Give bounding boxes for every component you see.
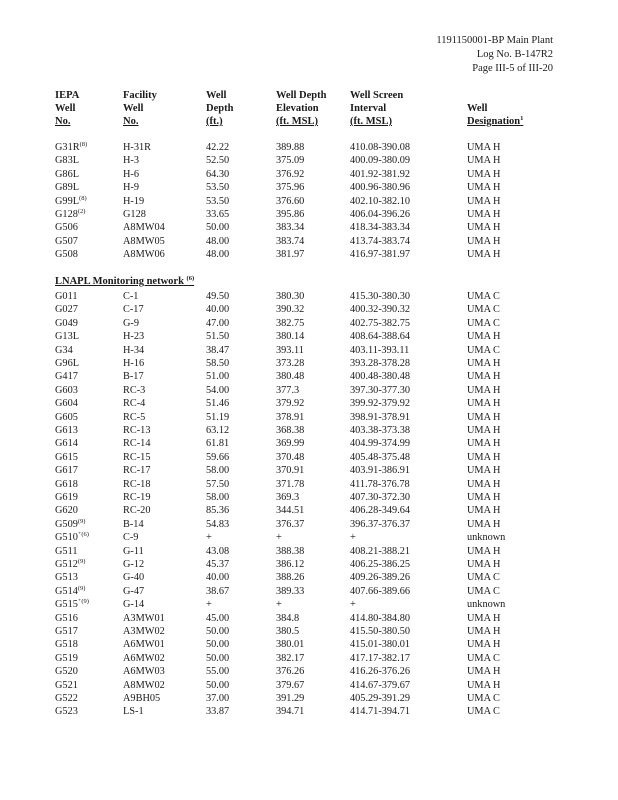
cell-depth: 43.08 — [206, 545, 230, 557]
cell-desig: UMA H — [467, 451, 501, 463]
cell-depth: 45.37 — [206, 559, 230, 570]
table-row — [0, 478, 618, 491]
cell-screen: 415.30-380.30 — [350, 291, 411, 302]
table-row — [0, 290, 618, 303]
cell-facility: H-16 — [123, 358, 145, 369]
cell-elev: 380.5 — [276, 626, 300, 637]
cell-iepa: G96L — [55, 358, 80, 369]
cell-depth: 50.00 — [206, 652, 230, 664]
cell-facility: C-1 — [123, 291, 139, 302]
cell-facility: H-9 — [123, 182, 140, 194]
project-number: 1191150001-BP Main Plant — [436, 35, 553, 46]
cell-screen: 408.64-388.64 — [350, 331, 411, 343]
cell-desig: UMA H — [467, 209, 501, 220]
cell-facility: A8MW05 — [123, 235, 165, 247]
page-number: Page III-5 of III-20 — [472, 63, 553, 74]
table-row — [0, 625, 618, 638]
document-header — [436, 34, 553, 76]
cell-iepa: G417 — [55, 371, 78, 383]
col-header-elevation: Well Depth Elevation (ft. MSL) — [276, 90, 327, 127]
cell-depth: 45.00 — [206, 612, 230, 624]
cell-elev: 376.37 — [276, 518, 305, 530]
cell-elev: 394.71 — [276, 706, 305, 718]
cell-facility: C-17 — [123, 304, 144, 316]
cell-screen: 416.97-381.97 — [350, 249, 411, 261]
cell-iepa: G516 — [55, 612, 78, 624]
cell-facility: LS-1 — [123, 706, 144, 718]
cell-iepa: G89L — [55, 182, 80, 194]
cell-elev: 383.34 — [276, 222, 305, 234]
cell-depth: + — [206, 532, 212, 544]
cell-iepa: G507 — [55, 235, 78, 247]
cell-desig: UMA H — [467, 626, 501, 637]
cell-iepa: G523 — [55, 706, 78, 718]
cell-desig: UMA H — [467, 465, 501, 477]
cell-desig: UMA H — [467, 505, 501, 517]
cell-iepa: G603 — [55, 384, 78, 396]
table-row — [0, 370, 618, 383]
cell-depth: 54.00 — [206, 384, 230, 396]
cell-screen: 407.66-389.66 — [350, 585, 411, 597]
cell-depth: 54.83 — [206, 518, 230, 530]
table-row — [0, 598, 618, 611]
table-row — [0, 437, 618, 450]
cell-desig: UMA H — [467, 545, 501, 557]
cell-screen: + — [350, 599, 356, 611]
cell-iepa: $G99L^{(8)}$ — [55, 194, 87, 207]
cell-facility: RC-13 — [123, 425, 151, 436]
table-row — [0, 638, 618, 651]
table-row — [0, 558, 618, 571]
table-row — [0, 384, 618, 397]
cell-screen: 403.38-373.38 — [350, 425, 411, 436]
cell-elev: 389.33 — [276, 585, 305, 597]
cell-desig: UMA H — [467, 666, 501, 678]
cell-elev: 380.48 — [276, 371, 305, 383]
table-row — [0, 531, 618, 544]
cell-desig: UMA C — [467, 706, 500, 718]
cell-facility: RC-5 — [123, 411, 146, 423]
cell-elev: 381.97 — [276, 249, 305, 261]
cell-iepa: G519 — [55, 652, 78, 664]
cell-iepa: G618 — [55, 478, 78, 490]
cell-desig: UMA C — [467, 304, 500, 316]
cell-desig: UMA H — [467, 411, 501, 423]
cell-desig: UMA H — [467, 492, 501, 503]
cell-iepa: G517 — [55, 626, 78, 637]
cell-elev: 378.91 — [276, 411, 305, 423]
cell-iepa: G615 — [55, 451, 78, 463]
table-row — [0, 181, 618, 194]
cell-screen: 411.78-376.78 — [350, 478, 410, 490]
cell-elev: 388.26 — [276, 572, 305, 584]
cell-desig: UMA C — [467, 585, 500, 597]
cell-screen: 410.08-390.08 — [350, 142, 411, 153]
table-row — [0, 705, 618, 718]
table-row — [0, 195, 618, 208]
cell-depth: 53.50 — [206, 182, 230, 194]
cell-elev: 379.92 — [276, 398, 305, 410]
cell-desig: UMA H — [467, 384, 501, 396]
cell-facility: G-12 — [123, 559, 145, 570]
cell-iepa: G604 — [55, 398, 78, 410]
cell-facility: H-34 — [123, 344, 145, 356]
cell-screen: 414.71-394.71 — [350, 706, 411, 718]
cell-depth: 59.66 — [206, 451, 230, 463]
cell-screen: + — [350, 532, 356, 544]
cell-iepa: G13L — [55, 331, 80, 343]
cell-depth: 48.00 — [206, 235, 230, 247]
cell-facility: G-47 — [123, 585, 145, 597]
cell-screen: 415.50-380.50 — [350, 626, 411, 637]
cell-facility: B-17 — [123, 371, 144, 383]
table-row — [0, 235, 618, 248]
cell-iepa: G614 — [55, 438, 78, 450]
cell-screen: 404.99-374.99 — [350, 438, 411, 450]
cell-facility: RC-3 — [123, 384, 146, 396]
table-row — [0, 571, 618, 584]
cell-desig: UMA C — [467, 572, 500, 584]
cell-iepa: $G515^{^+(9)}$ — [55, 598, 89, 611]
cell-iepa: G34 — [55, 344, 73, 356]
cell-depth: 51.19 — [206, 411, 230, 423]
cell-elev: 368.38 — [276, 425, 305, 436]
cell-facility: RC-19 — [123, 492, 151, 503]
table-row — [0, 692, 618, 705]
cell-screen: 408.21-388.21 — [350, 545, 411, 557]
cell-elev: 380.14 — [276, 331, 305, 343]
cell-depth: 42.22 — [206, 142, 230, 153]
cell-elev: 373.28 — [276, 358, 305, 369]
cell-screen: 413.74-383.74 — [350, 235, 411, 247]
cell-elev: 377.3 — [276, 384, 300, 396]
cell-screen: 396.37-376.37 — [350, 518, 411, 530]
cell-screen: 400.48-380.48 — [350, 371, 411, 383]
cell-desig: UMA C — [467, 693, 500, 704]
cell-screen: 398.91-378.91 — [350, 411, 411, 423]
table-row — [0, 411, 618, 424]
cell-iepa: G520 — [55, 666, 78, 678]
table-row — [0, 652, 618, 665]
table-row — [0, 612, 618, 625]
cell-facility: A8MW04 — [123, 222, 165, 234]
table-row — [0, 303, 618, 316]
cell-elev: 380.01 — [276, 639, 305, 651]
cell-elev: 369.99 — [276, 438, 305, 450]
cell-elev: 379.67 — [276, 679, 305, 691]
cell-facility: RC-18 — [123, 478, 151, 490]
cell-desig: UMA H — [467, 358, 501, 369]
cell-elev: 371.78 — [276, 478, 305, 490]
cell-screen: 407.30-372.30 — [350, 492, 411, 503]
cell-elev: 370.48 — [276, 451, 305, 463]
cell-iepa: G518 — [55, 639, 78, 651]
cell-desig: unknown — [467, 532, 506, 544]
cell-screen: 415.01-380.01 — [350, 639, 411, 651]
cell-depth: + — [206, 599, 212, 611]
table-row — [0, 168, 618, 181]
cell-screen: 405.48-375.48 — [350, 451, 411, 463]
cell-iepa: G83L — [55, 155, 80, 167]
cell-elev: 375.09 — [276, 155, 305, 167]
cell-depth: 37.00 — [206, 693, 230, 704]
cell-desig: UMA H — [467, 142, 501, 153]
cell-depth: 64.30 — [206, 168, 230, 180]
col-header-screen: Well Screen Interval (ft. MSL) — [350, 90, 404, 127]
cell-elev: 344.51 — [276, 505, 305, 517]
cell-iepa: G605 — [55, 411, 78, 423]
table-row — [0, 518, 618, 531]
cell-screen: 403.91-386.91 — [350, 465, 411, 477]
cell-iepa: G617 — [55, 465, 78, 477]
cell-screen: 418.34-383.34 — [350, 222, 411, 234]
table-row — [0, 317, 618, 330]
cell-screen: 402.10-382.10 — [350, 195, 411, 207]
cell-facility: RC-14 — [123, 438, 151, 450]
cell-facility: B-14 — [123, 518, 144, 530]
cell-elev: 376.60 — [276, 195, 305, 207]
cell-facility: C-9 — [123, 532, 139, 544]
cell-facility: A6MW03 — [123, 666, 165, 678]
cell-depth: 50.00 — [206, 639, 230, 651]
cell-facility: H-19 — [123, 195, 145, 207]
table-row — [0, 208, 618, 221]
cell-desig: UMA H — [467, 155, 501, 167]
cell-screen: 397.30-377.30 — [350, 384, 411, 396]
table-row — [0, 248, 618, 261]
cell-facility: H-3 — [123, 155, 140, 167]
cell-desig: UMA C — [467, 344, 500, 356]
cell-iepa: G620 — [55, 505, 78, 517]
cell-desig: UMA H — [467, 222, 501, 234]
cell-screen: 400.96-380.96 — [350, 182, 411, 194]
cell-screen: 400.09-380.09 — [350, 155, 411, 167]
cell-screen: 402.75-382.75 — [350, 317, 411, 329]
cell-depth: 40.00 — [206, 572, 230, 584]
cell-elev: + — [276, 599, 282, 611]
cell-elev: 383.74 — [276, 235, 305, 247]
cell-iepa: G506 — [55, 222, 78, 234]
col-header-facility: Facility Well No. — [123, 90, 157, 127]
cell-desig: UMA H — [467, 679, 501, 691]
log-number: Log No. B-147R2 — [476, 49, 553, 60]
table-row — [0, 424, 618, 437]
cell-desig: UMA H — [467, 639, 501, 651]
cell-elev: 388.38 — [276, 545, 305, 557]
cell-iepa: $G31R^{(8)}$ — [55, 141, 88, 153]
cell-iepa: G509$^{(9)}$ — [55, 517, 86, 530]
cell-elev: 384.8 — [276, 612, 300, 624]
cell-screen: 414.80-384.80 — [350, 612, 411, 624]
cell-screen: 406.04-396.26 — [350, 209, 411, 220]
cell-iepa: G512$^{(9)}$ — [55, 558, 86, 570]
col-header-designation: Well Designation$^1$ — [467, 103, 524, 127]
cell-screen: 393.28-378.28 — [350, 358, 411, 369]
table-row — [0, 665, 618, 678]
cell-facility: RC-20 — [123, 505, 151, 517]
table-row — [0, 344, 618, 357]
cell-depth: 38.47 — [206, 344, 230, 356]
cell-facility: G-14 — [123, 599, 145, 611]
cell-facility: RC-15 — [123, 451, 151, 463]
cell-desig: UMA H — [467, 612, 501, 624]
section-title-lnapl: LNAPL Monitoring network $^{(6)}$ — [55, 275, 195, 287]
cell-depth: 58.00 — [206, 465, 230, 477]
cell-depth: 61.81 — [206, 438, 230, 450]
cell-screen: 409.26-389.26 — [350, 572, 411, 584]
cell-screen: 405.29-391.29 — [350, 693, 411, 704]
cell-facility: A3MW02 — [123, 626, 165, 637]
table-row — [0, 221, 618, 234]
table-row — [0, 330, 618, 343]
table-row — [0, 357, 618, 370]
cell-elev: 382.17 — [276, 652, 305, 664]
cell-elev: 380.30 — [276, 291, 305, 302]
cell-facility: G-9 — [123, 317, 140, 329]
cell-depth: 58.00 — [206, 492, 230, 503]
cell-elev: 393.11 — [276, 344, 304, 356]
col-header-depth: Well Depth (ft.) — [206, 90, 234, 127]
cell-depth: 53.50 — [206, 195, 230, 207]
cell-desig: UMA H — [467, 182, 501, 194]
cell-iepa: G86L — [55, 168, 80, 180]
cell-iepa: G619 — [55, 492, 78, 503]
cell-depth: 33.87 — [206, 706, 230, 718]
cell-depth: 48.00 — [206, 249, 230, 261]
cell-iepa: G513 — [55, 572, 78, 584]
cell-depth: 58.50 — [206, 358, 230, 369]
cell-facility: G-40 — [123, 572, 145, 584]
cell-depth: 38.67 — [206, 585, 230, 597]
cell-elev: 386.12 — [276, 559, 305, 570]
cell-iepa: G011 — [55, 291, 78, 302]
cell-elev: 376.26 — [276, 666, 305, 678]
cell-iepa: G511 — [55, 545, 78, 557]
cell-elev: 375.96 — [276, 182, 305, 194]
cell-iepa: G049 — [55, 317, 78, 329]
cell-desig: UMA H — [467, 195, 501, 207]
cell-depth: 40.00 — [206, 304, 230, 316]
cell-iepa: G128$^{(2)}$ — [55, 208, 86, 220]
cell-elev: 389.88 — [276, 142, 305, 153]
cell-screen: 399.92-379.92 — [350, 398, 411, 410]
table-row — [0, 464, 618, 477]
cell-desig: UMA C — [467, 652, 500, 664]
cell-depth: 49.50 — [206, 291, 230, 302]
cell-desig: UMA H — [467, 478, 501, 490]
cell-depth: 50.00 — [206, 222, 230, 234]
cell-depth: 33.65 — [206, 209, 230, 220]
cell-facility: H-31R — [123, 142, 152, 153]
cell-facility: A6MW01 — [123, 639, 165, 651]
cell-desig: UMA H — [467, 235, 501, 247]
cell-desig: UMA H — [467, 371, 501, 383]
cell-depth: 57.50 — [206, 478, 230, 490]
cell-iepa: G027 — [55, 304, 78, 316]
table-row — [0, 679, 618, 692]
cell-desig: UMA H — [467, 559, 501, 570]
cell-facility: A3MW01 — [123, 612, 165, 624]
cell-iepa: G521 — [55, 679, 78, 691]
cell-depth: 47.00 — [206, 317, 230, 329]
cell-facility: A8MW02 — [123, 679, 165, 691]
cell-desig: UMA H — [467, 425, 501, 436]
cell-facility: A6MW02 — [123, 652, 165, 664]
cell-depth: 52.50 — [206, 155, 230, 167]
cell-iepa: G522 — [55, 693, 78, 704]
cell-elev: 369.3 — [276, 492, 300, 503]
cell-facility: H-6 — [123, 168, 140, 180]
table-row — [0, 141, 618, 154]
cell-depth: 51.50 — [206, 331, 230, 343]
cell-screen: 417.17-382.17 — [350, 652, 411, 664]
cell-desig: UMA H — [467, 168, 501, 180]
cell-elev: 370.91 — [276, 465, 305, 477]
cell-depth: 63.12 — [206, 425, 230, 436]
cell-depth: 50.00 — [206, 679, 230, 691]
cell-iepa: G508 — [55, 249, 78, 261]
cell-elev: + — [276, 532, 282, 544]
cell-depth: 85.36 — [206, 505, 230, 517]
cell-elev: 395.86 — [276, 209, 305, 220]
cell-facility: G128 — [123, 209, 146, 220]
cell-depth: 51.46 — [206, 398, 230, 410]
cell-screen: 416.26-376.26 — [350, 666, 411, 678]
cell-facility: A8MW06 — [123, 249, 165, 261]
cell-screen: 414.67-379.67 — [350, 679, 411, 691]
cell-depth: 50.00 — [206, 626, 230, 637]
table-row — [0, 545, 618, 558]
cell-screen: 401.92-381.92 — [350, 168, 411, 180]
table-row — [0, 397, 618, 410]
cell-elev: 390.32 — [276, 304, 305, 316]
cell-screen: 403.11-393.11 — [350, 344, 410, 356]
cell-desig: UMA H — [467, 438, 501, 450]
cell-desig: UMA H — [467, 518, 501, 530]
cell-elev: 382.75 — [276, 317, 305, 329]
col-header-iepa: IEPA Well No. — [55, 90, 80, 127]
cell-elev: 391.29 — [276, 693, 305, 704]
cell-facility: G-11 — [123, 545, 144, 557]
table-row — [0, 585, 618, 598]
cell-facility: RC-4 — [123, 398, 146, 410]
cell-depth: 51.00 — [206, 371, 230, 383]
cell-depth: 55.00 — [206, 666, 230, 678]
cell-iepa: G514$^{(9)}$ — [55, 584, 86, 597]
cell-screen: 406.25-386.25 — [350, 559, 411, 570]
cell-facility: A9BH05 — [123, 693, 161, 704]
cell-desig: UMA H — [467, 331, 501, 343]
cell-screen: 400.32-390.32 — [350, 304, 411, 316]
cell-elev: 376.92 — [276, 168, 305, 180]
cell-screen: 406.28-349.64 — [350, 505, 411, 517]
cell-iepa: G613 — [55, 425, 78, 436]
cell-iepa: $G510^{^+(6)}$ — [55, 531, 89, 544]
cell-desig: unknown — [467, 599, 506, 611]
cell-desig: UMA H — [467, 398, 501, 410]
cell-facility: H-23 — [123, 331, 145, 343]
cell-desig: UMA C — [467, 317, 500, 329]
cell-desig: UMA C — [467, 291, 500, 302]
table-row — [0, 154, 618, 167]
table-row — [0, 451, 618, 464]
table-row — [0, 491, 618, 504]
table-row — [0, 504, 618, 517]
cell-facility: RC-17 — [123, 465, 151, 477]
cell-desig: UMA H — [467, 249, 501, 261]
